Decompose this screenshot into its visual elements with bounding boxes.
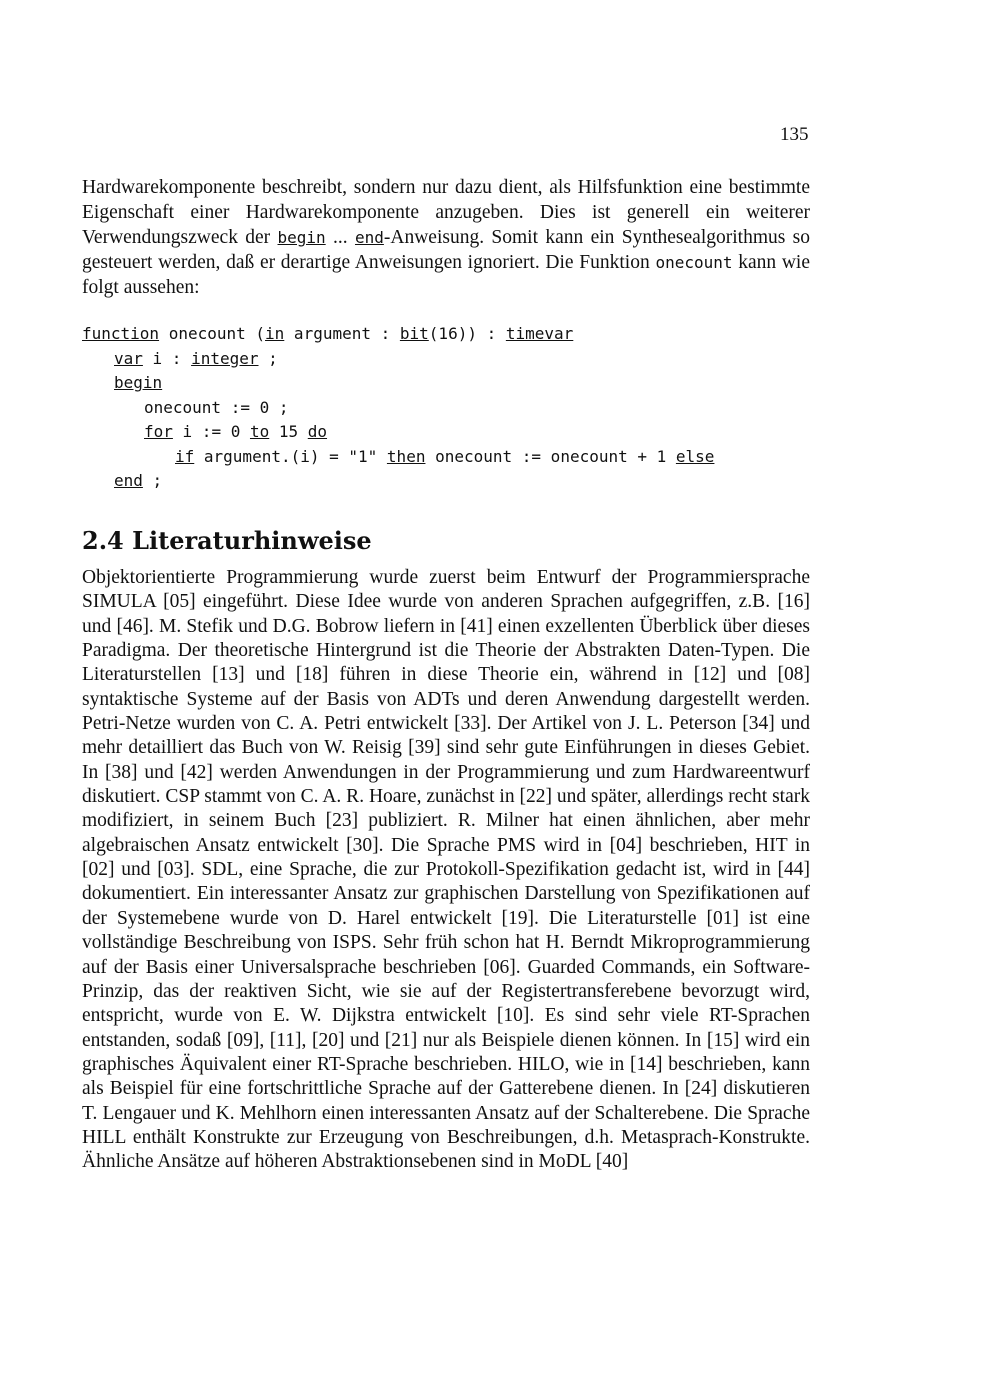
code-keyword: timevar bbox=[505, 324, 574, 343]
intro-ellipsis: ... bbox=[325, 227, 355, 248]
code-text: ; bbox=[142, 471, 163, 490]
code-text: ; bbox=[258, 348, 278, 368]
code-line-5 bbox=[82, 420, 822, 445]
intro-text: Hardwarekomponente beschreibt, sondern nur dazu dient, als Hilfsfunktion eine bestimmte Eigenschaft einer Hardwarekomponente anzugeben. Dies ist generell ein weiterer Verwendungszweck der bbox=[82, 177, 810, 248]
keyword-begin: begin bbox=[277, 228, 326, 247]
literature-paragraph: Objektorientierte Programmierung wurde zuerst beim Entwurf der Programmiersprache SIMULA [05] eingeführt. Diese Idee wurde von anderen Sprachen aufgegriffen, z.B. [16] und [46]. M. Stefik und D.G. Bobrow liefern in [41] einen exzellenten Überblick über dieses Paradigma. Der theoretische Hintergrund ist die Theorie der Abstrakten Daten-Typen. Die Literaturstellen [13] und [18] führen in diese Theorie ein, während in [12] und [08] syntaktische Systeme auf der Basis von ADTs und deren Anwendung dargestellt werden. Petri-Netze wurden von C. A. Petri entwickelt [33]. Der Artikel von J. L. Peterson [34] und mehr detailliert das Buch von W. Reisig [39] sind sehr gute Einführungen in dieses Gebiet. In [38] und [42] werden Anwendungen in der Programmierung und zum Hardwareentwurf diskutiert. CSP stammt von C. A. R. Hoare, zunächst in [22] und später, allerdings recht stark modifiziert, in seinem Buch [23] publiziert. R. Milner hat einen ähnlichen, aber mehr algebraischen Ansatz entwickelt [30]. Die Sprache PMS wird in [04] beschrieben, HIT in [02] und [03]. SDL, eine Sprache, die zur Protokoll-Spezifikation gedacht ist, wird in [44] dokumentiert. Ein interessanter Ansatz zur graphischen Darstellung von Spezifikationen auf der Systemebene wurde von D. Harel entwickelt [19]. Die Literaturstelle [01] ist eine vollständige Beschreibung von ISPS. Sehr früh schon hat H. Berndt Mikroprogrammierung auf der Basis einer Universalsprache beschrieben [06]. Guarded Commands, ein Software-Prinzip, das der reaktiven Sicht, wie sie auf der Registertransferebene bevorzugt wird, entspricht, wurde von E. W. Dijkstra entwickelt [10]. Es sind sehr viele RT-Sprachen entstanden, sodaß [09], [11], [20] und [21] nur als Beispiele dienen können. In [15] wird ein graphisches Äquivalent einer RT-Sprache beschrieben. HILO, wie in [14] beschrieben, kann als Beispiel für eine fortschrittliche Sprache auf der Gatterebene dienen. In [24] diskutieren T. Lengauer und K. Mehlhorn einen interessanten Ansatz auf der Schalterebene. Die Sprache HILL enthält Konstrukte zur Erzeugung von Beschreibungen, d.h. Metasprach-Konstrukte. Ähnliche Ansätze auf höheren Abstraktionsebenen sind in MoDL [40] bbox=[82, 567, 811, 1173]
section-heading bbox=[82, 526, 372, 555]
code-line-2 bbox=[82, 347, 822, 372]
code-keyword: begin bbox=[114, 373, 163, 392]
code-text: argument : bbox=[284, 324, 400, 343]
code-keyword: if bbox=[175, 446, 195, 466]
page-number: 135 bbox=[780, 124, 809, 145]
code-keyword: bit bbox=[399, 324, 429, 343]
intro-paragraph bbox=[82, 175, 810, 300]
code-text: onecount := 0 ; bbox=[144, 397, 289, 417]
code-keyword: var bbox=[114, 348, 143, 368]
code-line-6 bbox=[82, 445, 822, 470]
code-keyword: end bbox=[114, 471, 143, 490]
code-identifier-onecount: onecount bbox=[655, 253, 733, 272]
code-line-7 bbox=[82, 469, 822, 494]
code-text: i : bbox=[142, 348, 192, 368]
intro-text-3: kann wie folgt aussehen: bbox=[82, 252, 811, 298]
code-keyword: to bbox=[249, 422, 270, 441]
code-line-1 bbox=[82, 322, 822, 347]
code-text: i := 0 bbox=[172, 422, 250, 441]
code-keyword: for bbox=[144, 422, 173, 441]
keyword-end: end bbox=[354, 228, 384, 247]
code-line-3 bbox=[82, 371, 822, 396]
code-keyword: in bbox=[265, 324, 285, 343]
code-listing bbox=[82, 322, 822, 494]
section-title: Literaturhinweise bbox=[132, 526, 372, 555]
code-keyword: then bbox=[386, 446, 426, 466]
code-text: onecount ( bbox=[159, 324, 266, 343]
code-text: argument.(i) = "1" bbox=[194, 446, 387, 466]
intro-text-2: -Anweisung. Somit kann ein Synthesealgorithmus so gesteuert werden, daß er derartige Anweisungen ignoriert. Die Funktion bbox=[82, 227, 810, 273]
code-keyword: integer bbox=[191, 348, 259, 368]
code-line-4 bbox=[82, 396, 822, 421]
code-keyword: do bbox=[307, 422, 328, 441]
code-text: onecount := onecount + 1 bbox=[425, 446, 676, 466]
code-text: 15 bbox=[269, 422, 308, 441]
section-number: 2.4 bbox=[82, 526, 124, 555]
code-keyword: else bbox=[675, 446, 715, 466]
code-text: (16)) : bbox=[428, 324, 506, 343]
code-keyword: function bbox=[82, 324, 160, 343]
